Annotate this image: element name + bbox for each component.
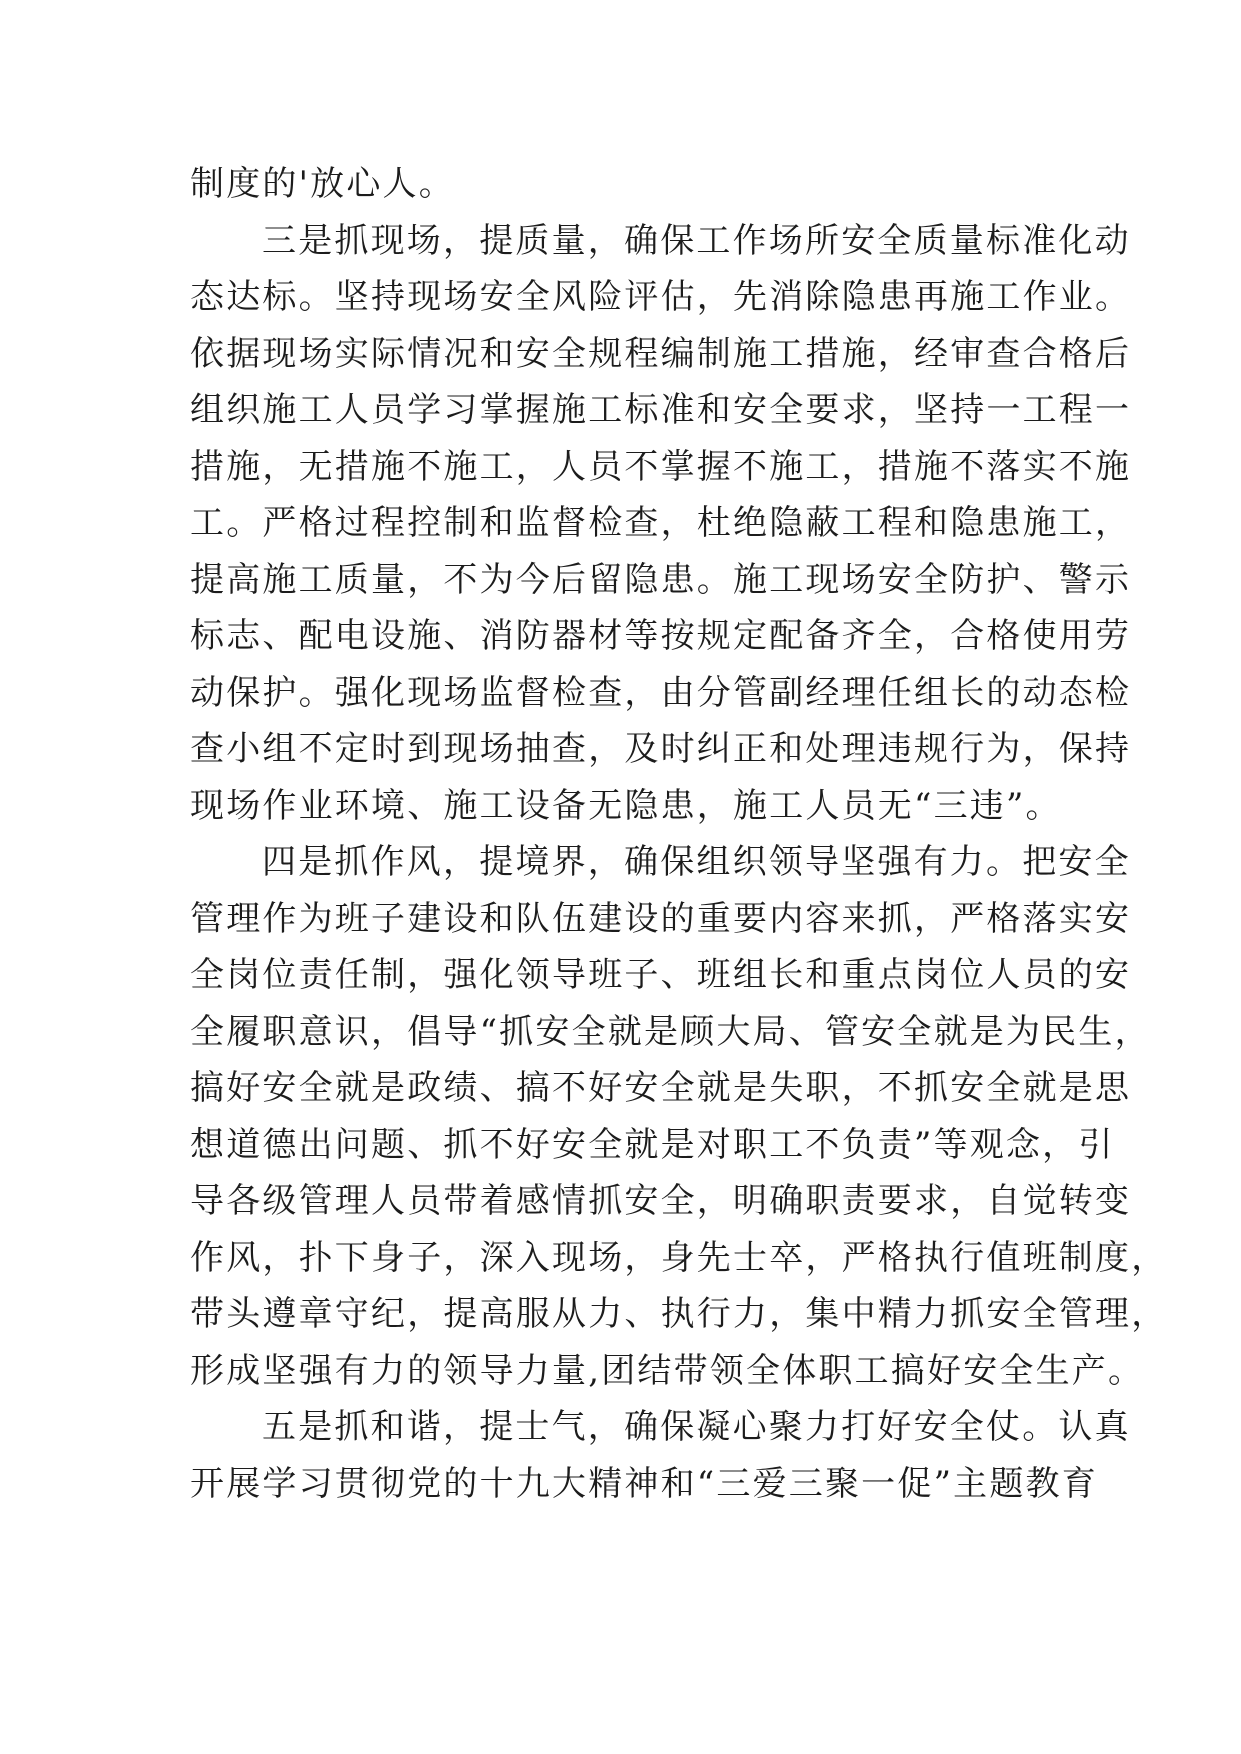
text-line: 导各级管理人员带着感情抓安全，明确职责要求，自觉转变 (190, 1181, 1132, 1221)
text-line: 查小组不定时到现场抽查，及时纠正和处理违规行为，保持 (190, 729, 1132, 769)
text-line: 想道德出问题、抓不好安全就是对职工不负责”等观念，引 (190, 1124, 1115, 1165)
paragraph-start-line: 四是抓作风，提境界，确保组织领导坚强有力。把安全 (262, 842, 1131, 882)
text-line: 措施，无措施不施工，人员不掌握不施工，措施不落实不施 (190, 446, 1132, 487)
text-line: 搞好安全就是政绩、搞不好安全就是失职，不抓安全就是思 (190, 1068, 1132, 1108)
text-line: 带头遵章守纪，提高服从力、执行力，集中精力抓安全管理， (190, 1294, 1168, 1334)
text-line: 作风，扑下身子，深入现场，身先士卒，严格执行值班制度， (190, 1237, 1168, 1278)
document-body (190, 156, 1168, 1512)
text-line: 组织施工人员学习掌握施工标准和安全要求，坚持一工程一 (190, 390, 1132, 430)
text-line: 形成坚强有力的领导力量,团结带领全体职工搞好安全生产。 (190, 1350, 1145, 1391)
text-line: 全履职意识，倡导“抓安全就是顾大局、管安全就是为民生， (190, 1011, 1151, 1052)
text-line: 全岗位责任制，强化领导班子、班组长和重点岗位人员的安 (190, 955, 1132, 995)
text-line: 工。严格过程控制和监督检查，杜绝隐蔽工程和隐患施工， (190, 503, 1132, 543)
text-line: 开展学习贯彻党的十九大精神和“三爱三聚一促”主题教育 (190, 1463, 1098, 1504)
text-line: 现场作业环境、施工设备无隐患，施工人员无“三违”。 (190, 785, 1062, 826)
text-line: 依据现场实际情况和安全规程编制施工措施，经审查合格后 (190, 333, 1132, 374)
text-line: 管理作为班子建设和队伍建设的重要内容来抓，严格落实安 (190, 898, 1132, 939)
text-line: 态达标。坚持现场安全风险评估，先消除隐患再施工作业。 (190, 277, 1132, 317)
text-line: 制度的'放心人。 (190, 164, 455, 204)
text-line: 动保护。强化现场监督检查，由分管副经理任组长的动态检 (190, 672, 1132, 713)
paragraph-start-line: 三是抓现场，提质量，确保工作场所安全质量标准化动 (262, 220, 1131, 261)
paragraph-start-line: 五是抓和谐，提士气，确保凝心聚力打好安全仗。认真 (262, 1407, 1131, 1447)
text-line: 提高施工质量，不为今后留隐患。施工现场安全防护、警示 (190, 559, 1132, 600)
text-line: 标志、配电设施、消防器材等按规定配备齐全，合格使用劳 (190, 616, 1132, 656)
